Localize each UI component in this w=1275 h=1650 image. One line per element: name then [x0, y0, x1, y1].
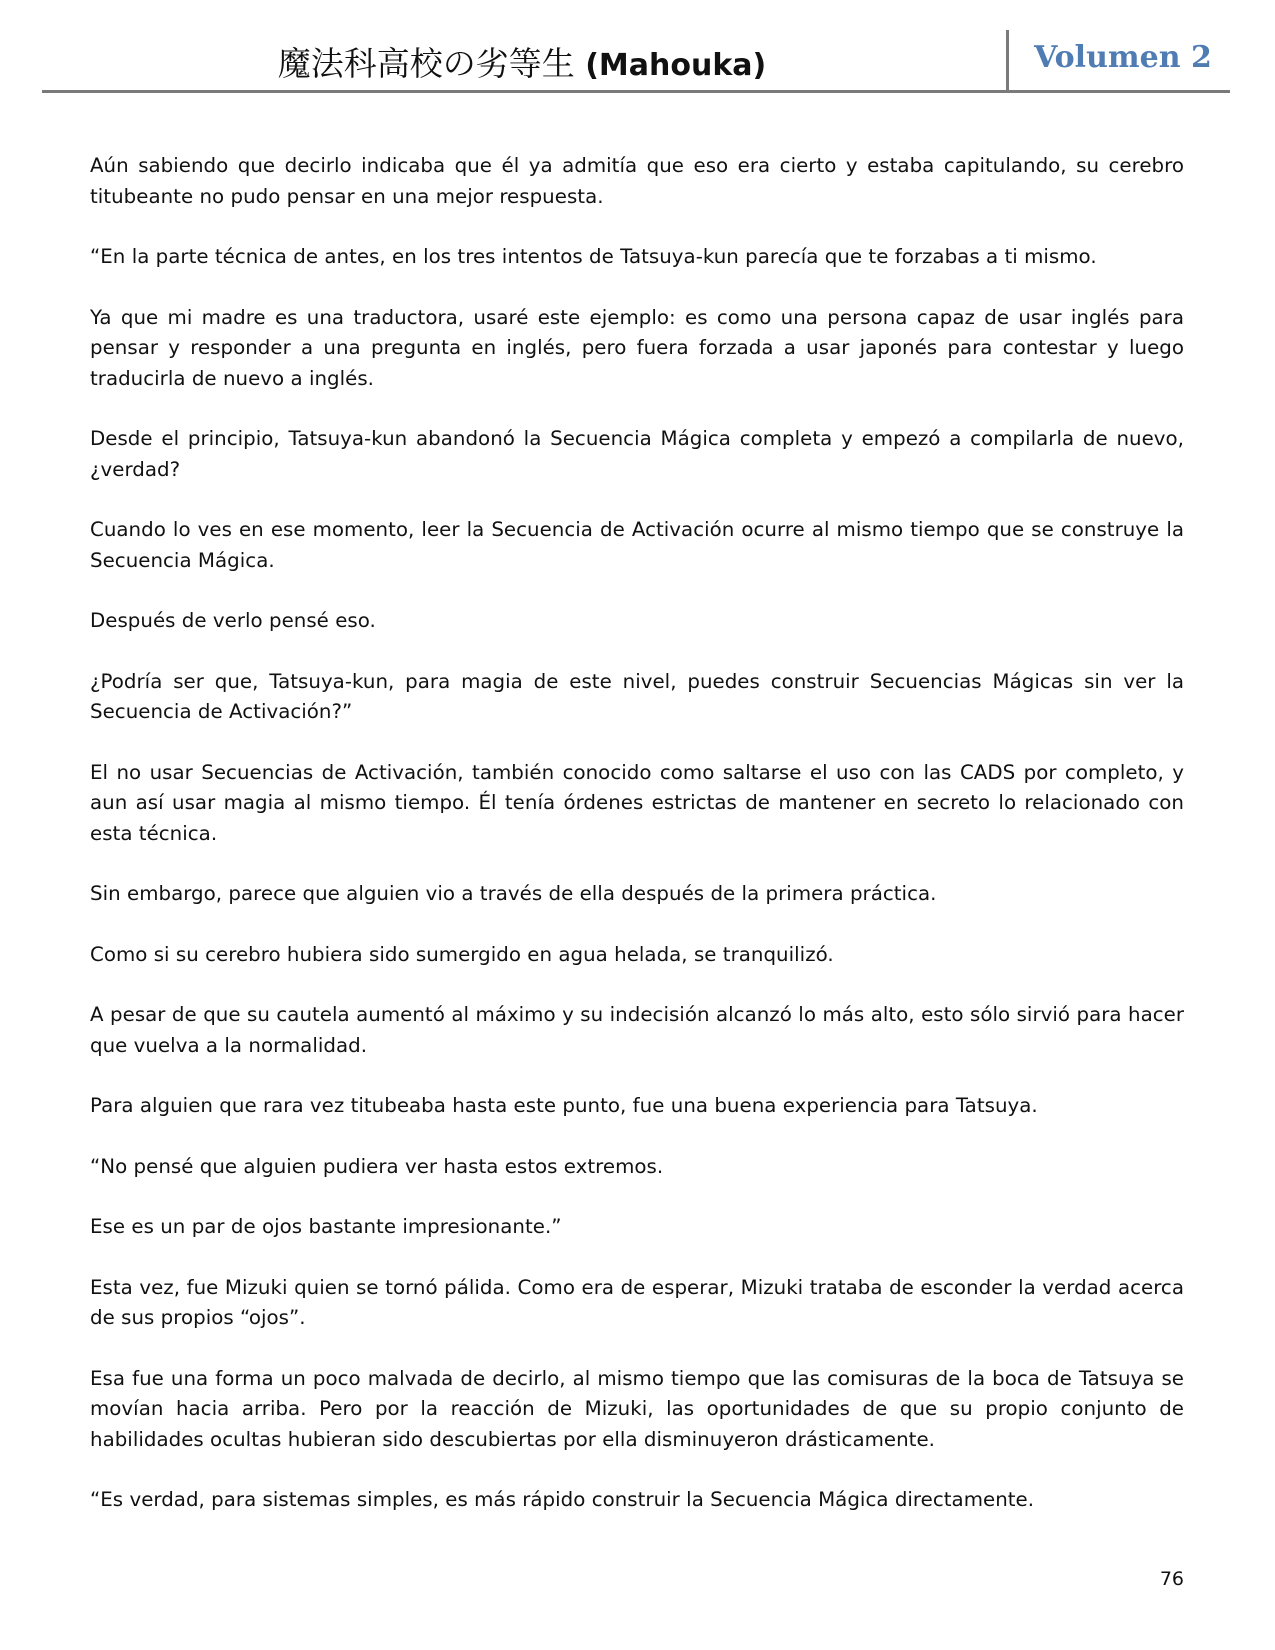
paragraph: Esa fue una forma un poco malvada de decirlo, al mismo tiempo que las comisuras de la boca de Tatsuya se movían hacia arriba. Pero por la reacción de Mizuki, las oportunidades de que su propio conjunto de habilidades ocultas hubieran sido descubiertas por ella disminuyeron drásticamente. — [90, 1366, 1184, 1451]
book-title-japanese: 魔法科高校の劣等生 — [277, 44, 575, 83]
paragraph: “No pensé que alguien pudiera ver hasta estos extremos. — [90, 1154, 664, 1178]
paragraph: El no usar Secuencias de Activación, también conocido como saltarse el uso con las CADS por completo, y aun así usar magia al mismo tiempo. Él tenía órdenes estrictas de mantener en secreto lo relacionado con esta técnica. — [90, 760, 1184, 845]
book-title-latin: (Mahouka) — [585, 48, 767, 83]
paragraph: ¿Podría ser que, Tatsuya-kun, para magia de este nivel, puedes construir Secuencias Mágicas sin ver la Secuencia de Activación?” — [90, 669, 1184, 723]
paragraph: Después de verlo pensé eso. — [90, 609, 376, 632]
paragraph: Sin embargo, parece que alguien vio a través de ella después de la primera práctica. — [90, 882, 937, 905]
header-rule — [42, 90, 1230, 93]
paragraph: Desde el principio, Tatsuya-kun abandonó la Secuencia Mágica completa y empezó a compilarla de nuevo, ¿verdad? — [90, 427, 1184, 481]
paragraph: “En la parte técnica de antes, en los tres intentos de Tatsuya-kun parecía que te forzabas a ti mismo. — [90, 245, 1097, 268]
header-divider — [1006, 30, 1009, 92]
page-header — [42, 28, 1230, 92]
volume-label: Volumen 2 — [1034, 40, 1212, 75]
paragraph: A pesar de que su cautela aumentó al máximo y su indecisión alcanzó lo más alto, esto sólo sirvió para hacer que vuelva a la normalidad. — [90, 1003, 1184, 1057]
paragraph: Aún sabiendo que decirlo indicaba que él ya admitía que eso era cierto y estaba capitulando, su cerebro titubeante no pudo pensar en una mejor respuesta. — [90, 154, 1184, 208]
paragraph: Para alguien que rara vez titubeaba hasta este punto, fue una buena experiencia para Tatsuya. — [90, 1094, 1038, 1117]
paragraph: Cuando lo ves en ese momento, leer la Secuencia de Activación ocurre al mismo tiempo que se construye la Secuencia Mágica. — [90, 518, 1184, 572]
page-body — [90, 151, 1184, 1546]
page-number: 76 — [1159, 1568, 1184, 1590]
book-title — [42, 38, 1002, 85]
paragraph: “Es verdad, para sistemas simples, es más rápido construir la Secuencia Mágica directamente. — [90, 1488, 1035, 1511]
paragraph: Como si su cerebro hubiera sido sumergido en agua helada, se tranquilizó. — [90, 942, 834, 966]
paragraph: Ya que mi madre es una traductora, usaré este ejemplo: es como una persona capaz de usar inglés para pensar y responder a una pregunta en inglés, pero fuera forzada a usar japonés para contestar y luego traducirla de nuevo a inglés. — [90, 305, 1184, 390]
paragraph: Ese es un par de ojos bastante impresionante.” — [90, 1215, 562, 1238]
paragraph: Esta vez, fue Mizuki quien se tornó pálida. Como era de esperar, Mizuki trataba de esconder la verdad acerca de sus propios “ojos”. — [90, 1275, 1184, 1329]
